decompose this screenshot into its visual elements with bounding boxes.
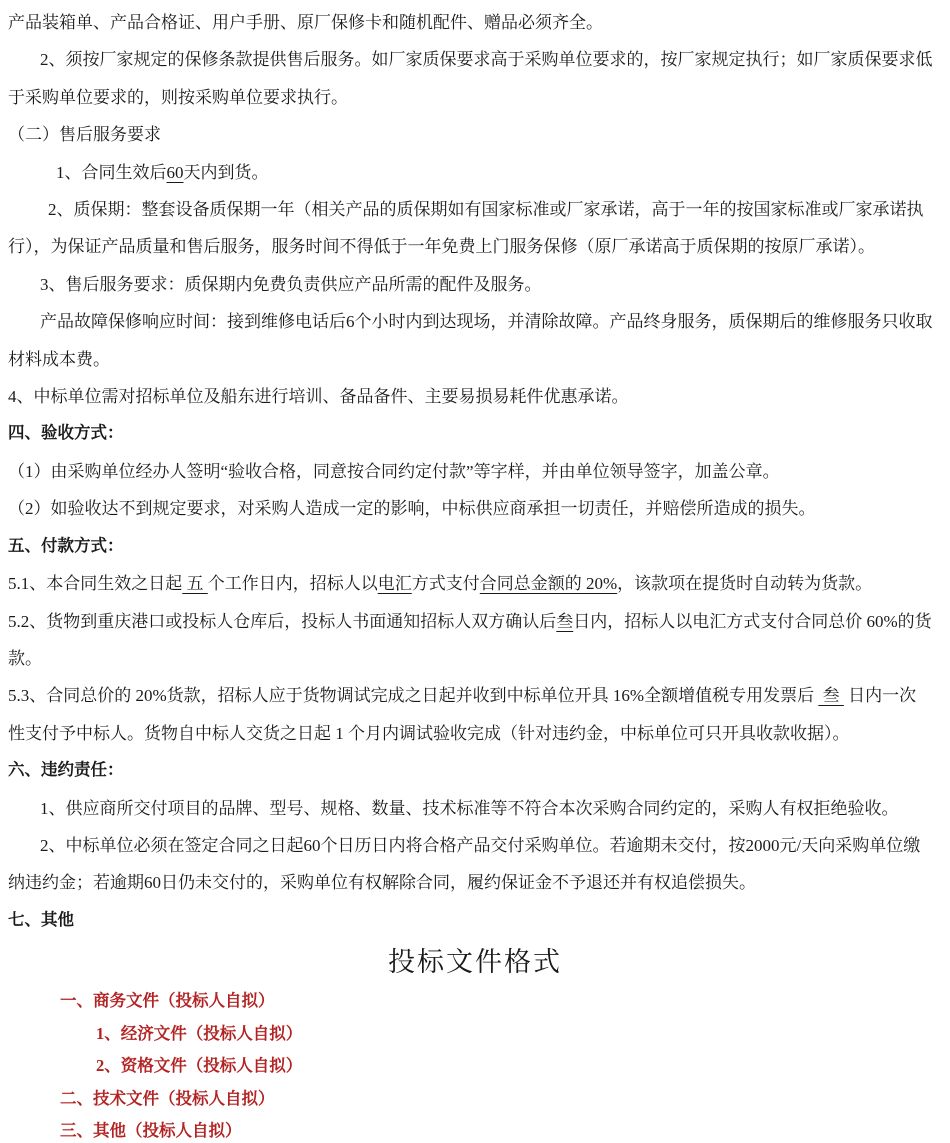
text-segment: 2、中标单位必须在签定合同之日起60个日历日内将合格产品交付采购单位。若逾期未交付，按2000元/天向采购单位缴 (40, 835, 921, 855)
text-segment: （2）如验收达不到规定要求，对采购人造成一定的影响，中标供应商承担一切责任，并赔偿所造成的损失。 (8, 499, 816, 519)
document-line (8, 378, 942, 415)
text-segment: 方式支付 (411, 574, 480, 594)
document-line (8, 790, 942, 827)
document-line (8, 827, 942, 864)
document-line (8, 715, 942, 752)
underlined-text: 电汇 (377, 574, 412, 594)
text-segment: 于采购单位要求的，则按采购单位要求执行。 (8, 87, 348, 107)
text-segment: （1）由采购单位经办人签明“验收合格，同意按合同约定付款”等字样，并由单位领导签字，加盖公章。 (8, 461, 780, 481)
document-line (8, 116, 942, 153)
document-line (8, 902, 942, 939)
text-segment: 5.3、合同总价的 20%货款，招标人应于货物调试完成之日起并收到中标单位开具 16%全额增值税专用发票后 (8, 686, 819, 706)
text-segment: 1、合同生效后 (56, 162, 167, 182)
document-line (8, 341, 942, 378)
text-segment: 2、须按厂家规定的保修条款提供售后服务。如厂家质保要求高于采购单位要求的，按厂家规定执行；如厂家质保要求低 (40, 50, 933, 70)
document-line (8, 677, 942, 714)
document-body (8, 4, 942, 939)
text-segment: 六、违约责任： (8, 761, 124, 780)
text-segment: 1、供应商所交付项目的品牌、型号、规格、数量、技术标准等不符合本次采购合同约定的，采购人有权拒绝验收。 (40, 798, 899, 818)
underlined-text: 五 (182, 574, 208, 594)
document-line (8, 565, 942, 602)
text-segment: 性支付予中标人。货物自中标人交货之日起 1 个月内调试验收完成（针对违约金，中标单位可只开具收款收据）。 (8, 723, 850, 743)
text-segment: 4、中标单位需对招标单位及船东进行培训、备品备件、主要易损易耗件优惠承诺。 (8, 387, 629, 407)
outline-item: 一、商务文件（投标人自拟） (60, 991, 275, 1011)
underlined-text: 叁 (818, 686, 844, 706)
document-line (8, 154, 942, 191)
text-segment: 个工作日内，招标人以 (207, 574, 378, 594)
text-segment: ，该款项在提货时自动转为货款。 (617, 574, 873, 594)
text-segment: 款。 (8, 648, 42, 668)
text-segment: 2、质保期：整套设备质保期一年（相关产品的质保期如有国家标准或厂家承诺，高于一年的按国家标准或厂家承诺执 (48, 200, 924, 220)
document-line (8, 864, 942, 901)
text-segment: 材料成本费。 (8, 349, 110, 369)
text-segment: 七、其他 (8, 910, 74, 929)
text-segment: 产品故障保修响应时间：接到维修电话后6个小时内到达现场，并清除故障。产品终身服务，质保期后的维修服务只收取 (40, 312, 933, 332)
document-line (8, 228, 942, 265)
document-line (8, 191, 942, 228)
text-segment: 行），为保证产品质量和售后服务，服务时间不得低于一年免费上门服务保修（原厂承诺高于质保期的按原厂承诺）。 (8, 237, 875, 257)
document-line (8, 41, 942, 78)
section-title: 投标文件格式 (388, 947, 562, 978)
outline-item: 1、经济文件（投标人自拟） (96, 1023, 303, 1043)
underlined-text: 合同总金额的 20% (479, 574, 618, 594)
outline-item: 三、其他（投标人自拟） (60, 1121, 242, 1141)
bid-document-outline (8, 985, 942, 1143)
text-segment: 5.2、货物到重庆港口或投标人仓库后，投标人书面通知招标人双方确认后 (8, 611, 557, 631)
outline-item: 2、资格文件（投标人自拟） (96, 1056, 303, 1076)
document-line (8, 752, 942, 789)
text-segment: 天内到货。 (183, 162, 269, 182)
document-line (8, 79, 942, 116)
text-segment: 日内一次 (843, 686, 917, 706)
outline-item: 二、技术文件（投标人自拟） (60, 1088, 275, 1108)
text-segment: 纳违约金；若逾期60日仍未交付的，采购单位有权解除合同，履约保证金不予退还并有权追偿损失。 (8, 873, 756, 893)
text-segment: 日内，招标人以电汇方式支付合同总价 60%的货 (573, 611, 932, 631)
text-segment: 五、付款方式： (8, 536, 124, 555)
document-line (8, 4, 942, 41)
underlined-text: 60 (166, 162, 184, 182)
underlined-text: 叁 (556, 611, 574, 631)
document-line (8, 415, 942, 452)
text-segment: （二）售后服务要求 (8, 125, 161, 145)
document-line (8, 303, 942, 340)
text-segment: 5.1、本合同生效之日起 (8, 574, 183, 594)
document-line (8, 640, 942, 677)
text-segment: 四、验收方式： (8, 424, 124, 443)
document-line (8, 266, 942, 303)
document-line (8, 603, 942, 640)
text-segment: 产品装箱单、产品合格证、用户手册、原厂保修卡和随机配件、赠品必须齐全。 (8, 13, 603, 32)
document-line (8, 453, 942, 490)
document-line (8, 490, 942, 527)
text-segment: 3、售后服务要求：质保期内免费负责供应产品所需的配件及服务。 (40, 274, 542, 294)
document-line (8, 528, 942, 565)
